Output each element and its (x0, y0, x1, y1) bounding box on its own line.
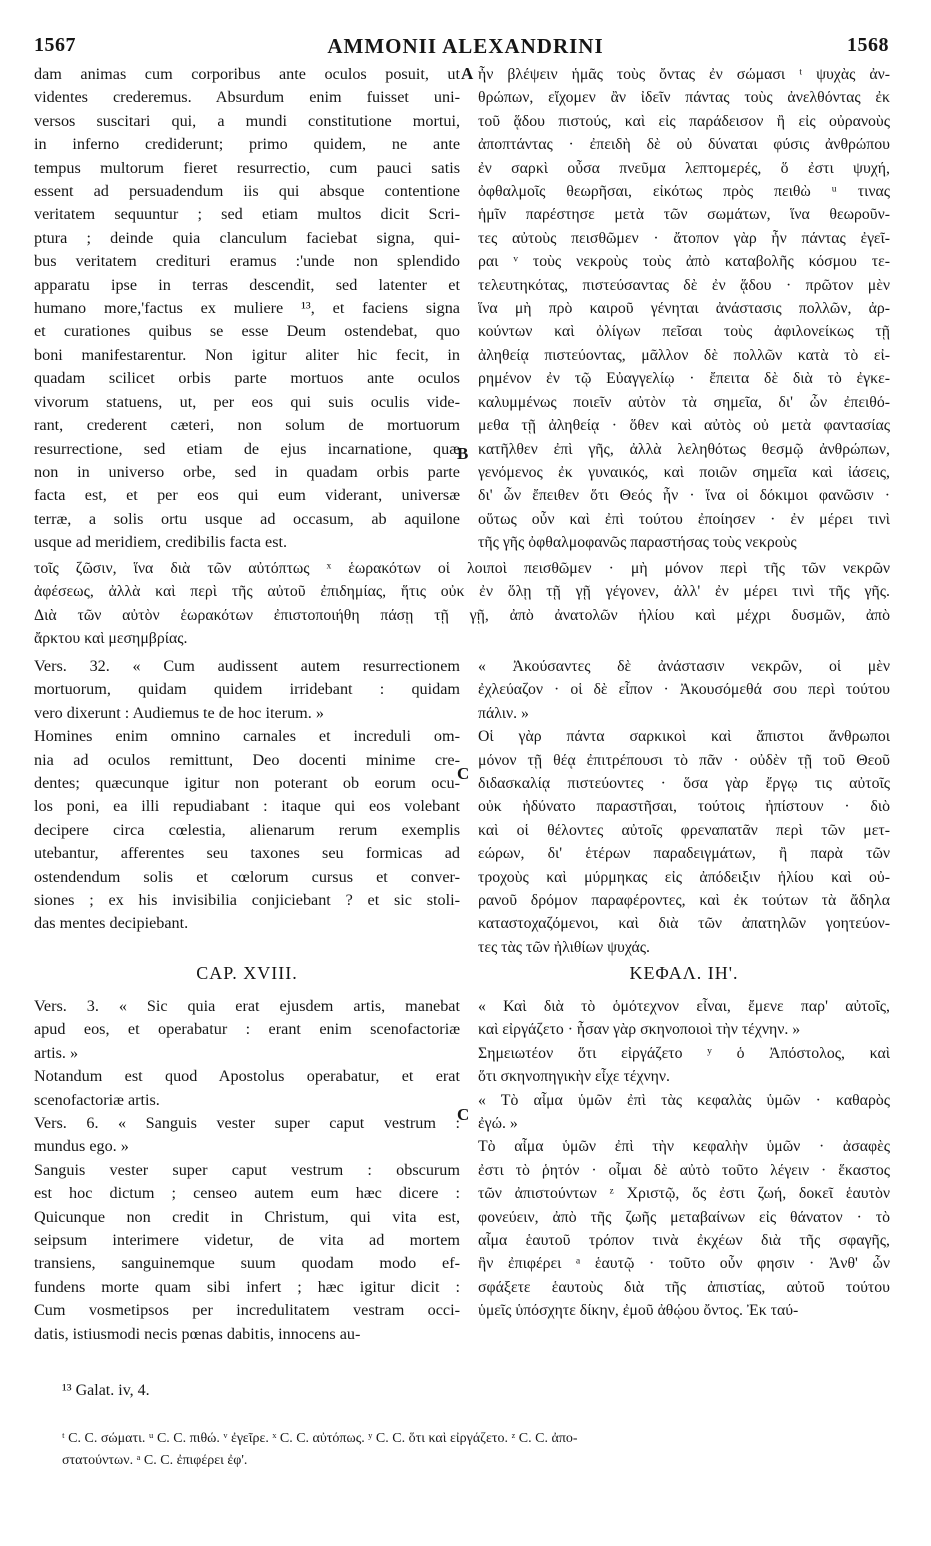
margin-letter-b: B (457, 444, 469, 463)
text-line: πάλιν. » (478, 704, 529, 722)
text-line: decipere circa cœlestia, alienarum rerum exemplis (34, 820, 460, 839)
text-line: ὅτι σκηνοπηγικὴν εἶχε τέχνην. (478, 1068, 670, 1086)
text-line: ἄρκτου καὶ μεσημβρίας. (34, 630, 188, 648)
text-line: Vers. 32. « Cum audissent autem resurrectionem (34, 657, 460, 675)
text-line: fundens morte quam sibi infert ; hæc igitur dicit : (34, 1277, 460, 1296)
text-line: μόνον τῇ θέᾳ ἐπιτρέπουσι τὸ πᾶν · οὐδὲν τῇ τοῦ Θεοῦ (478, 751, 890, 769)
margin-letter-c: C (457, 764, 470, 783)
text-line: οὐκ ἠδύνατο παραστῆσαι, τούτοις ἠπίστουν · διὸ (478, 798, 890, 816)
chapter-heading-latin: CAP. XVIII. (196, 963, 298, 983)
text-line: das mentes decipiebant. (34, 914, 189, 933)
text-line: ptura ; deinde quia clanculum faciebat signa, qui- (34, 228, 460, 247)
text-line: terræ, a solis ortu usque ad occasum, ab aquilone (34, 509, 460, 528)
text-line: Σημειωτέον ὅτι εἰργάζετο ʸ ὁ Ἀπόστολος, καὶ (478, 1044, 890, 1062)
text-line: apud eos, et operabatur : erant enim scenofactoriæ (34, 1020, 460, 1039)
text-line: ραι ᵛ τοὺς νεκροὺς τοὺς ἀπὸ καταβολῆς κόσμου τε- (478, 253, 890, 271)
greek-column-top (478, 63, 890, 555)
latin-column-bottom (34, 995, 460, 1346)
text-line: est hoc dictum ; censeo autem eum hæc dicere : (34, 1184, 460, 1203)
text-line: δι' ὧν ἔπειθεν ὅτι Θεός ἦν · ἵνα οἱ δόκιμοι φανῶσιν · (478, 487, 890, 505)
text-line: « Καὶ διὰ τὸ ὁμότεχνον εἶναι, ἔμενε παρ' αὐτοῖς, (478, 998, 890, 1015)
text-line: mundus ego. » (34, 1137, 129, 1156)
text-line: καὶ οἱ θέλοντες αὐτοῖς φρεναπατᾶν περὶ τῶν μετ- (478, 821, 890, 839)
text-line: non in universo orbe, sed in quadam orbis parte (34, 462, 460, 481)
text-line: et curationes quibus se esse Deum ostendebat, quo (34, 322, 460, 341)
text-line: κατῆλθεν ἐπὶ γῆς, ἀλλὰ λεληθότως θεσμῷ ἀνθρώπων, (478, 440, 890, 458)
text-line: Οἱ γὰρ πάντα σαρκικοὶ καὶ ἄπιστοι ἄνθρωποι (478, 728, 890, 746)
text-line: nia ad oculos remittunt, Deo docenti minime cre- (34, 750, 460, 769)
text-line: dentes; quæcunque igitur non poterant ob eorum ocu- (34, 774, 460, 793)
text-line: in inferno crediderunt; primo quidem, ne ante (34, 135, 460, 154)
footnote: ¹³ Galat. iv, 4. (62, 1382, 150, 1399)
text-line: ὑμεῖς ὑπόσχητε δίκην, ἐμοῦ ἀθῴου ὄντος. Ἐκ ταύ- (478, 1302, 799, 1320)
text-line: σφάξετε ἑαυτοὺς διὰ τῆς ἀπιστίας, αὐτοῦ τούτου (478, 1278, 890, 1296)
text-line: « Ἀκούσαντες δὲ ἀνάστασιν νεκρῶν, οἱ μὲν (478, 658, 890, 675)
text-line: ἦν βλέψειν ἡμᾶς τοὺς ὄντας ἐν σώμασι ᵗ ψυχὰς ἀν- (478, 66, 890, 83)
text-line: seipsum interimere videtur, de vita ad mortem (34, 1231, 460, 1250)
text-line: utebantur, afferentes seu taxones seu formicas ad (34, 844, 460, 863)
text-line: Homines enim omnino carnales et increduli om- (34, 727, 460, 746)
text-line: ἐγώ. » (478, 1115, 518, 1133)
greek-column-bottom (478, 995, 890, 1323)
text-line: artis. » (34, 1043, 79, 1062)
text-line: κούντων καὶ ὀλίγων πεῖσαι τοὺς ἀφιλονείκως τῇ (478, 323, 890, 341)
text-line: ἵνα μὴ πρὸ καιροῦ γένηται ἀνάστασις πολλῶν, ἀρ- (478, 300, 890, 318)
text-line: φονεύειν, ἀπὸ τῆς ζωῆς μεταβαίνων εἰς θάνατον · τὸ (478, 1208, 890, 1226)
greek-full-width-passage (34, 557, 890, 651)
text-line: τες αὐτοὺς πεισθῶμεν · ἄτοπον γὰρ ἦν πάντας ἐγεῖ- (478, 229, 890, 247)
text-line: ρανοῦ δρόμον παραφέροντες, καὶ ἐκ τούτων τὰ ἄδηλα (478, 892, 890, 910)
text-line: ἀποπτάντας · ἐπειδὴ δὲ οὐ δύναται φύσις ἀνθρώπου (478, 136, 890, 154)
text-line: Vers. 3. « Sic quia erat ejusdem artis, manebat (34, 997, 460, 1015)
text-line: « Τὸ αἷμα ὑμῶν ἐπὶ τὰς κεφαλὰς ὑμῶν · καθαρὸς (478, 1091, 890, 1109)
text-line: εώρων, δι' ἑτέρων παραδειγμάτων, ἢ παρὰ τῶν (478, 845, 890, 863)
text-line: tempus multorum fieret resurrectio, cum pauci satis (34, 158, 460, 177)
text-line: vero dixerunt : Audiemus te de hoc iterum. » (34, 703, 324, 722)
text-line: τοῖς ζῶσιν, ἵνα διὰ τῶν αὐτόπτως ˣ ἑωρακότων οἱ λοιποὶ πεισθῶμεν · μὴ μόνον περὶ τῆς τῶν νεκρῶν (34, 560, 890, 577)
text-line: τροχοὺς καὶ μύρμηκας εἰς ἀπόδειξιν ἡλίου καὶ οὐ- (478, 868, 890, 886)
text-line: Quicunque non credit in Christum, qui vita est, (34, 1207, 460, 1226)
margin-letter-a: A (461, 64, 474, 83)
latin-column-middle (34, 655, 460, 936)
text-line: siones ; ex his invisibilia conjiciebant ? et sic stoli- (34, 891, 460, 910)
text-line: καλυμμένως ποιεῖν αὐτὸν τὰ σημεῖα, δι' ὧν ἐπειθό- (478, 393, 890, 411)
variant-readings (62, 1428, 890, 1472)
text-line: quadam scilicet orbis parte mortuos ante oculos (34, 369, 460, 388)
text-line: facta est, et per eos qui eum viderant, universæ (34, 486, 460, 505)
text-line: Τὸ αἷμα ὑμῶν ἐπὶ τὴν κεφαλὴν ὑμῶν · ἀσαφὲς (478, 1138, 890, 1156)
text-line: los poni, ea illi repudiabant : itaque qui eos volebant (34, 797, 460, 816)
text-line: ἐν σαρκὶ οὖσα πνεῦμα λεπτομερές, ὅ ἐστι ψυχή, (478, 159, 890, 177)
text-line: μεθα τῇ ἀληθείᾳ · ὅθεν καὶ αὐτὸς οὐ μετὰ φαντασίας (478, 417, 890, 435)
text-line: τελευτηκότας, πιστεύσαντας δὲ ἐν ᾅδου · πρῶτον μὲν (478, 276, 890, 294)
text-line: τοῦ ᾅδου πιστούς, καὶ εἰς παράδεισον ἢ εἰς οὐρανοὺς (478, 112, 890, 130)
greek-column-middle (478, 655, 890, 959)
text-line: transiens, sanguinemque suum quodam modo ef- (34, 1254, 460, 1273)
page-number-left: 1567 (34, 34, 76, 56)
text-line: ἣν ἐπιφέρει ᵃ ἑαυτῷ · τοῦτο οὖν φησιν · Ἀνθ' ὧν (478, 1255, 890, 1273)
latin-column-top (34, 63, 460, 555)
text-line: γενόμενος ἐκ γυναικός, καὶ ποιῶν σημεῖα καὶ ἰάσεις, (478, 463, 890, 481)
chapter-heading-greek: ΚΕΦΑΛ. ΙΗ'. (629, 963, 739, 983)
text-line: καὶ εἰργάζετο · ἦσαν γὰρ σκηνοποιοὶ τὴν τέχνην. » (478, 1021, 801, 1039)
text-line: rant, crederent cæteri, non solum de mortuorum (34, 416, 460, 435)
text-line: resurrectione, sed etiam de ejus incarnatione, quæ (34, 439, 460, 458)
text-line: στατούντων. ᵃ C. C. ἐπιφέρει ἐφ'. (62, 1453, 248, 1468)
text-line: ἀφέσεως, ἀλλὰ καὶ περὶ τῆς αὐτοῦ ἐπιδημίας, ἥτις οὐκ ἐν ὅλῃ τῇ γῇ γέγονεν, ἀλλ' ἐν μέρει τινὶ τῆς γῆς. (34, 583, 890, 601)
margin-letter-c-second: C (457, 1105, 470, 1124)
text-line: ἀληθείᾳ πιστεύοντας, μᾶλλον δὲ πολλῶν κατὰ τὸ εἰ- (478, 346, 890, 364)
text-line: mortuorum, quidam quidem irridebant : quidam (34, 680, 460, 699)
text-line: ὀφθαλμοῖς θεωρῆσαι, εἰκότως πρὸς πειθὼ ᵘ τινας (478, 183, 890, 201)
text-line: Διὰ τῶν αὐτὸν ἑωρακότων ἐπιστοποιήθη πάσῃ τῇ γῇ, ἀπὸ ἀνατολῶν ἡλίου καὶ μέχρι δυσμῶν, ἀπὸ (34, 606, 890, 624)
text-line: versos suscitari qui, a mundi constitutione mortui, (34, 111, 460, 130)
text-line: videntes crederemus. Absurdum enim fuisset uni- (34, 88, 460, 107)
text-line: αἷμα ἑαυτοῦ τρόπον τινὰ ἐκχέων διὰ τῆς σφαγῆς, (478, 1232, 890, 1250)
text-line: θρώπων, εἴχομεν ἂν ἰδεῖν πάντας τοὺς ἀνελθόντας ἐκ (478, 89, 890, 107)
text-line: ostendendum solis et cœlorum cursus et conver- (34, 867, 460, 886)
text-line: humano more,'factus ex muliere ¹³, et faciens signa (34, 299, 460, 318)
text-line: τῆς γῆς ὀφθαλμοφανῶς παραστήσας τοὺς νεκροὺς (478, 534, 797, 552)
text-line: ρημένον ἐν τῷ Εὐαγγελίῳ · ἔπειτα δὲ διὰ τὸ ἐγκε- (478, 370, 890, 388)
text-line: Notandum est quod Apostolus operabatur, et erat (34, 1067, 460, 1086)
text-line: ἐχλεύαζον · οἱ δὲ εἶπον · Ἀκουσόμεθά σου περὶ τούτου (478, 681, 890, 699)
text-line: Vers. 6. « Sanguis vester super caput vestrum : (34, 1114, 460, 1133)
text-line: essent ad persuadendum iis qui absque contentione (34, 182, 460, 201)
text-line: apparatu ipse in terras descendit, sed latenter et (34, 275, 460, 294)
text-line: Sanguis vester super caput vestrum : obscurum (34, 1160, 460, 1179)
text-line: τες τὰς τῶν ἠλιθίων ψυχάς. (478, 938, 650, 956)
text-line: vivorum statuens, ut, per eos qui suis oculis vide- (34, 392, 460, 411)
text-line: veritatem sequuntur ; sed etiam multos dicit Scri- (34, 205, 460, 224)
text-line: τῶν ἀπιστούντων ᶻ Χριστῷ, ὅς ἐστι ζωή, δοκεῖ ἑαυτὸν (478, 1185, 890, 1203)
text-line: ἐστι τὸ ῥητόν · οἶμαι δὲ αὐτὸ τοῦτο λέγειν · ἕκαστος (478, 1161, 890, 1179)
text-line: καταστοχαζόμενοι, καὶ διὰ τῶν ἀπατηλῶν γοητεύον- (478, 915, 890, 933)
text-line: διδασκαλίᾳ πιστεύοντες · ὅσα γὰρ ἔργῳ τις αὐτοῖς (478, 775, 890, 793)
page-number-right: 1568 (847, 34, 889, 56)
text-line: boni manifestarentur. Non igitur aliter hic fecit, in (34, 345, 460, 364)
text-line: bus veritatem credituri eramus :'unde non splendido (34, 252, 460, 271)
text-line: dam animas cum corporibus ante oculos posuit, ut (34, 65, 460, 83)
text-line: usque ad meridiem, credibilis facta est. (34, 533, 288, 552)
text-line: οὕτως οὖν καὶ ἐπὶ τούτου ἐποίησεν · ἐν μέρει τινὶ (478, 510, 890, 528)
text-line: ᵗ C. C. σώματι. ᵘ C. C. πιθώ. ᵛ ἐγεῖρε. ˣ C. C. αὐτόπως. ʸ C. C. ὅτι καὶ εἰργάζετο. ᶻ C. C. ἀπο- (62, 1431, 578, 1446)
running-title: AMMONII ALEXANDRINI (327, 34, 604, 58)
text-line: Cum vosmetipsos per incredulitatem vestram occi- (34, 1301, 460, 1320)
text-line: ἡμῖν παρέστησε μετὰ τῶν σωμάτων, ἵνα θεωροῦν- (478, 206, 890, 224)
text-line: scenofactoriæ artis. (34, 1090, 160, 1109)
text-line: datis, istiusmodi necis pœnas dabitis, innocens au- (34, 1324, 361, 1343)
